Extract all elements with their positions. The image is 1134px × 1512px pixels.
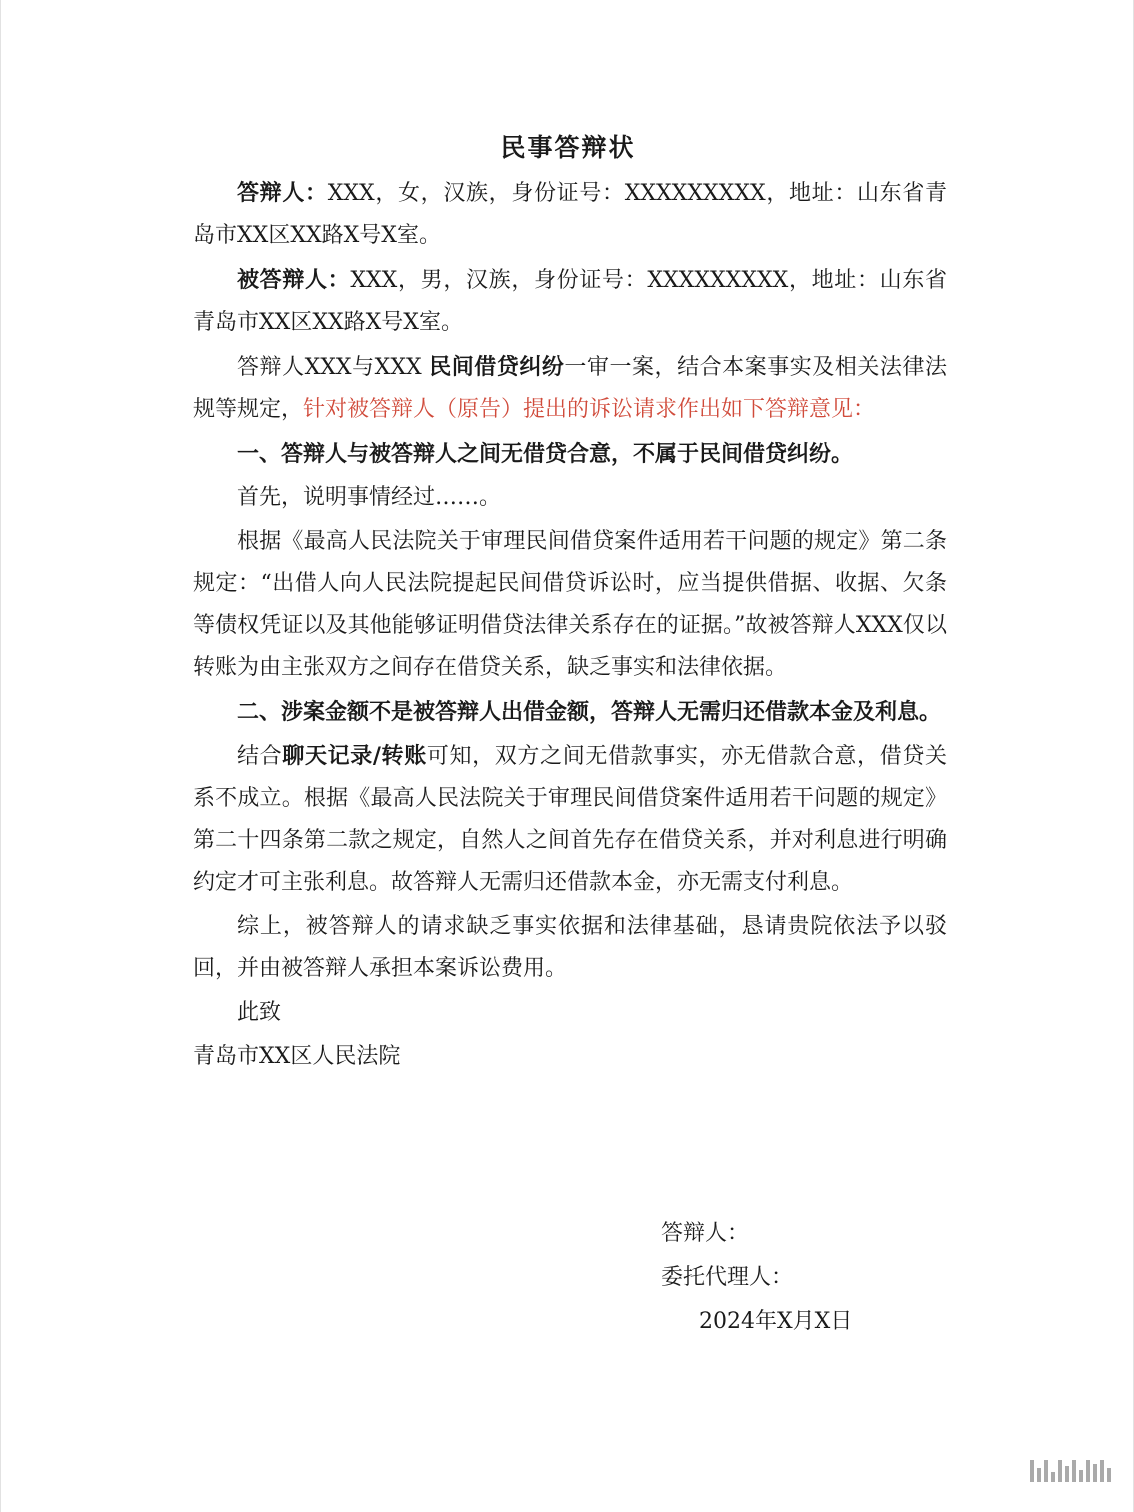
respondent-info [193,172,947,257]
signature-agent: 委托代理人： [661,1265,794,1290]
plaintiff-label: 被答辩人： [237,267,351,293]
intro-pre: 答辩人XXX与XXX [237,355,430,380]
document-body [193,172,947,1078]
section1-paragraph-2: 根据《最高人民法院关于审理民间借贷案件适用若干问题的规定》第二条规定：“出借人向人民法院提起民间借贷诉讼时，应当提供借据、收据、欠条等债权凭证以及其他能够证明借贷法律关系存在的证据。”故被答辩人XXX仅以转账为由主张双方之间存在借贷关系，缺乏事实和法律依据。 [193,529,947,680]
intro-mid: 一审一案，结合本案事实及相关法律法规等规定， [193,355,947,422]
document-title: 民事答辩状 [500,133,636,162]
court-name: 青岛市XX区人民法院 [193,1044,401,1069]
respondent-text: XXX，女，汉族，身份证号：XXXXXXXXX，地址：山东省青岛市XX区XX路X号X室。 [193,181,947,248]
section2-paragraph [193,735,947,904]
conclusion-paragraph: 综上，被答辩人的请求缺乏事实依据和法律基础，恳请贵院依法予以驳回，并由被答辩人承担本案诉讼费用。 [193,914,947,981]
section2-rest: 可知，双方之间无借款事实，亦无借款合意，借贷关系不成立。根据《最高人民法院关于审理民间借贷案件适用若干问题的规定》第二十四条第二款之规定，自然人之间首先存在借贷关系，并对利息进行明确约定才可主张利息。故答辩人无需归还借款本金，亦无需支付利息。 [193,744,947,895]
intro-paragraph [193,346,947,431]
section2-evidence: 聊天记录/转账 [282,743,427,769]
section2-heading: 二、涉案金额不是被答辩人出借金额，答辩人无需归还借款本金及利息。 [237,699,942,725]
plaintiff-text: XXX，男，汉族，身份证号：XXXXXXXXX，地址：山东省青岛市XX区XX路X号X室。 [193,268,947,335]
watermark-icon [1030,1460,1111,1482]
signature-respondent: 答辩人： [661,1221,750,1246]
section1-paragraph-1: 首先，说明事情经过……。 [237,485,502,510]
closing-text: 此致 [237,1000,282,1025]
respondent-label: 答辩人： [237,180,328,206]
intro-highlight: 针对被答辩人（原告）提出的诉讼请求作出如下答辩意见： [303,397,876,422]
section2-pre: 结合 [237,744,283,769]
section1-heading: 一、答辩人与被答辩人之间无借贷合意，不属于民间借贷纠纷。 [237,441,854,467]
plaintiff-info [193,259,947,344]
case-type: 民间借贷纠纷 [429,354,565,380]
signature-date: 2024年X月X日 [699,1309,853,1334]
